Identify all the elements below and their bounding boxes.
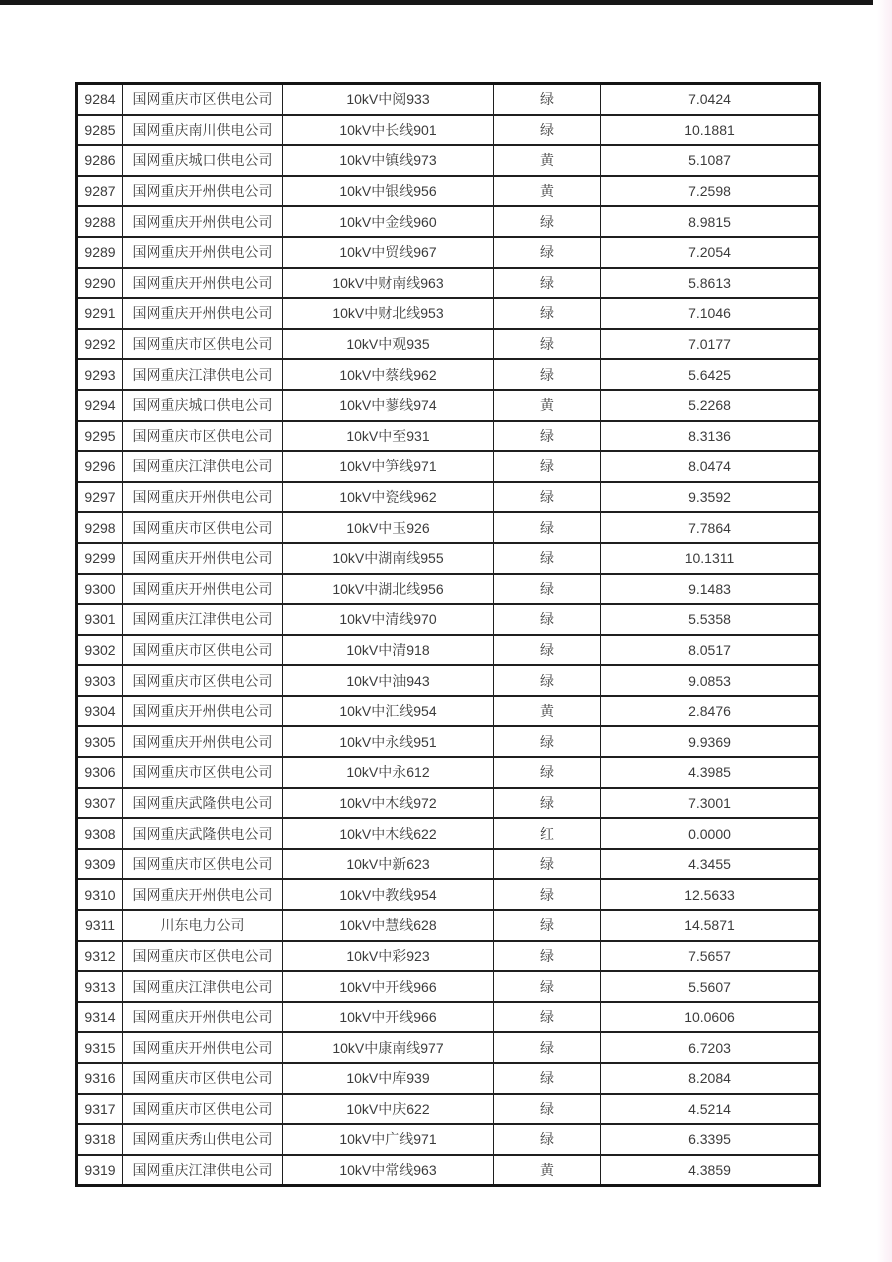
cell-company-name: 国网重庆市区供电公司 <box>123 635 283 666</box>
table-row <box>77 1063 820 1094</box>
cell-row-number: 9312 <box>77 941 123 972</box>
table-row <box>77 849 820 880</box>
cell-row-number: 9311 <box>77 910 123 941</box>
cell-row-number: 9294 <box>77 390 123 421</box>
cell-row-number: 9301 <box>77 604 123 635</box>
cell-metric-value: 9.9369 <box>601 726 820 757</box>
cell-row-number: 9285 <box>77 115 123 146</box>
cell-company-name: 国网重庆南川供电公司 <box>123 115 283 146</box>
cell-row-number: 9306 <box>77 757 123 788</box>
cell-company-name: 国网重庆秀山供电公司 <box>123 1124 283 1155</box>
cell-metric-value: 7.0424 <box>601 84 820 115</box>
cell-metric-value: 2.8476 <box>601 696 820 727</box>
cell-line-name: 10kV中阅933 <box>283 84 494 115</box>
table-row <box>77 971 820 1002</box>
cell-status-color: 绿 <box>494 329 601 360</box>
table-row <box>77 84 820 115</box>
table-row <box>77 1124 820 1155</box>
cell-company-name: 国网重庆开州供电公司 <box>123 1032 283 1063</box>
cell-metric-value: 4.3455 <box>601 849 820 880</box>
cell-company-name: 国网重庆城口供电公司 <box>123 390 283 421</box>
cell-line-name: 10kV中银线956 <box>283 176 494 207</box>
table-row <box>77 1002 820 1033</box>
cell-status-color: 绿 <box>494 115 601 146</box>
cell-status-color: 绿 <box>494 635 601 666</box>
cell-company-name: 国网重庆开州供电公司 <box>123 482 283 513</box>
cell-line-name: 10kV中广线971 <box>283 1124 494 1155</box>
table-row <box>77 574 820 605</box>
cell-line-name: 10kV中长线901 <box>283 115 494 146</box>
cell-status-color: 绿 <box>494 574 601 605</box>
cell-line-name: 10kV中至931 <box>283 421 494 452</box>
cell-line-name: 10kV中蔡线962 <box>283 359 494 390</box>
cell-row-number: 9317 <box>77 1094 123 1125</box>
cell-status-color: 绿 <box>494 1124 601 1155</box>
table-row <box>77 329 820 360</box>
cell-row-number: 9290 <box>77 268 123 299</box>
cell-metric-value: 7.2054 <box>601 237 820 268</box>
cell-status-color: 绿 <box>494 1032 601 1063</box>
cell-company-name: 国网重庆市区供电公司 <box>123 757 283 788</box>
cell-line-name: 10kV中镇线973 <box>283 145 494 176</box>
cell-row-number: 9292 <box>77 329 123 360</box>
cell-row-number: 9291 <box>77 298 123 329</box>
cell-row-number: 9284 <box>77 84 123 115</box>
table-row <box>77 298 820 329</box>
cell-row-number: 9296 <box>77 451 123 482</box>
cell-status-color: 绿 <box>494 1094 601 1125</box>
cell-row-number: 9298 <box>77 512 123 543</box>
cell-line-name: 10kV中油943 <box>283 665 494 696</box>
cell-company-name: 国网重庆市区供电公司 <box>123 1094 283 1125</box>
cell-row-number: 9304 <box>77 696 123 727</box>
table-row <box>77 604 820 635</box>
cell-status-color: 绿 <box>494 788 601 819</box>
cell-company-name: 国网重庆市区供电公司 <box>123 941 283 972</box>
cell-line-name: 10kV中新623 <box>283 849 494 880</box>
scan-artifact-bar <box>0 0 873 5</box>
cell-line-name: 10kV中湖南线955 <box>283 543 494 574</box>
cell-status-color: 绿 <box>494 84 601 115</box>
table-row <box>77 421 820 452</box>
cell-row-number: 9310 <box>77 879 123 910</box>
cell-status-color: 绿 <box>494 910 601 941</box>
cell-metric-value: 10.1311 <box>601 543 820 574</box>
cell-metric-value: 5.5358 <box>601 604 820 635</box>
cell-status-color: 绿 <box>494 604 601 635</box>
cell-row-number: 9297 <box>77 482 123 513</box>
cell-metric-value: 8.3136 <box>601 421 820 452</box>
cell-line-name: 10kV中木线972 <box>283 788 494 819</box>
cell-status-color: 黄 <box>494 390 601 421</box>
cell-metric-value: 8.0474 <box>601 451 820 482</box>
cell-line-name: 10kV中庆622 <box>283 1094 494 1125</box>
cell-metric-value: 9.3592 <box>601 482 820 513</box>
cell-line-name: 10kV中永线951 <box>283 726 494 757</box>
cell-company-name: 国网重庆开州供电公司 <box>123 574 283 605</box>
cell-metric-value: 7.1046 <box>601 298 820 329</box>
table-row <box>77 879 820 910</box>
table-row <box>77 818 820 849</box>
cell-metric-value: 8.0517 <box>601 635 820 666</box>
cell-line-name: 10kV中观935 <box>283 329 494 360</box>
cell-company-name: 川东电力公司 <box>123 910 283 941</box>
cell-row-number: 9300 <box>77 574 123 605</box>
cell-row-number: 9303 <box>77 665 123 696</box>
table-row <box>77 512 820 543</box>
cell-line-name: 10kV中库939 <box>283 1063 494 1094</box>
cell-line-name: 10kV中慧线628 <box>283 910 494 941</box>
table-row <box>77 482 820 513</box>
table-row <box>77 696 820 727</box>
cell-metric-value: 10.0606 <box>601 1002 820 1033</box>
cell-row-number: 9314 <box>77 1002 123 1033</box>
cell-status-color: 绿 <box>494 726 601 757</box>
cell-company-name: 国网重庆江津供电公司 <box>123 971 283 1002</box>
cell-status-color: 绿 <box>494 512 601 543</box>
table-row <box>77 359 820 390</box>
cell-metric-value: 5.1087 <box>601 145 820 176</box>
cell-row-number: 9316 <box>77 1063 123 1094</box>
cell-row-number: 9319 <box>77 1155 123 1186</box>
cell-company-name: 国网重庆市区供电公司 <box>123 84 283 115</box>
cell-company-name: 国网重庆城口供电公司 <box>123 145 283 176</box>
cell-status-color: 黄 <box>494 145 601 176</box>
cell-status-color: 黄 <box>494 1155 601 1186</box>
cell-line-name: 10kV中常线963 <box>283 1155 494 1186</box>
table-row <box>77 451 820 482</box>
cell-status-color: 绿 <box>494 1063 601 1094</box>
cell-metric-value: 8.2084 <box>601 1063 820 1094</box>
table-row <box>77 1155 820 1186</box>
cell-line-name: 10kV中清线970 <box>283 604 494 635</box>
cell-company-name: 国网重庆开州供电公司 <box>123 726 283 757</box>
cell-line-name: 10kV中康南线977 <box>283 1032 494 1063</box>
cell-status-color: 绿 <box>494 665 601 696</box>
cell-row-number: 9318 <box>77 1124 123 1155</box>
cell-row-number: 9288 <box>77 206 123 237</box>
table-row <box>77 115 820 146</box>
cell-company-name: 国网重庆市区供电公司 <box>123 1063 283 1094</box>
cell-status-color: 黄 <box>494 696 601 727</box>
cell-status-color: 红 <box>494 818 601 849</box>
cell-company-name: 国网重庆武隆供电公司 <box>123 818 283 849</box>
power-line-table <box>75 82 821 1187</box>
cell-line-name: 10kV中财北线953 <box>283 298 494 329</box>
cell-row-number: 9299 <box>77 543 123 574</box>
table-row <box>77 757 820 788</box>
cell-line-name: 10kV中彩923 <box>283 941 494 972</box>
cell-metric-value: 0.0000 <box>601 818 820 849</box>
table-row <box>77 145 820 176</box>
cell-company-name: 国网重庆江津供电公司 <box>123 359 283 390</box>
table-row <box>77 665 820 696</box>
cell-metric-value: 12.5633 <box>601 879 820 910</box>
cell-line-name: 10kV中开线966 <box>283 971 494 1002</box>
cell-metric-value: 5.2268 <box>601 390 820 421</box>
cell-company-name: 国网重庆开州供电公司 <box>123 268 283 299</box>
page-edge-tint <box>877 0 892 1262</box>
cell-line-name: 10kV中金线960 <box>283 206 494 237</box>
cell-status-color: 绿 <box>494 482 601 513</box>
cell-line-name: 10kV中瓷线962 <box>283 482 494 513</box>
cell-status-color: 绿 <box>494 757 601 788</box>
cell-line-name: 10kV中清918 <box>283 635 494 666</box>
cell-row-number: 9308 <box>77 818 123 849</box>
cell-row-number: 9315 <box>77 1032 123 1063</box>
cell-company-name: 国网重庆武隆供电公司 <box>123 788 283 819</box>
cell-status-color: 绿 <box>494 359 601 390</box>
cell-status-color: 绿 <box>494 543 601 574</box>
cell-row-number: 9305 <box>77 726 123 757</box>
cell-status-color: 绿 <box>494 1002 601 1033</box>
cell-company-name: 国网重庆江津供电公司 <box>123 604 283 635</box>
cell-metric-value: 8.9815 <box>601 206 820 237</box>
cell-status-color: 黄 <box>494 176 601 207</box>
table-body <box>77 84 820 1186</box>
cell-company-name: 国网重庆开州供电公司 <box>123 696 283 727</box>
table-row <box>77 206 820 237</box>
cell-company-name: 国网重庆开州供电公司 <box>123 237 283 268</box>
cell-company-name: 国网重庆市区供电公司 <box>123 665 283 696</box>
cell-status-color: 绿 <box>494 206 601 237</box>
cell-metric-value: 7.2598 <box>601 176 820 207</box>
cell-row-number: 9287 <box>77 176 123 207</box>
cell-metric-value: 6.3395 <box>601 1124 820 1155</box>
cell-row-number: 9295 <box>77 421 123 452</box>
cell-company-name: 国网重庆江津供电公司 <box>123 1155 283 1186</box>
cell-metric-value: 7.0177 <box>601 329 820 360</box>
cell-metric-value: 4.3859 <box>601 1155 820 1186</box>
table-row <box>77 941 820 972</box>
cell-metric-value: 5.5607 <box>601 971 820 1002</box>
cell-company-name: 国网重庆开州供电公司 <box>123 206 283 237</box>
cell-status-color: 绿 <box>494 849 601 880</box>
cell-line-name: 10kV中湖北线956 <box>283 574 494 605</box>
cell-metric-value: 9.1483 <box>601 574 820 605</box>
cell-metric-value: 5.8613 <box>601 268 820 299</box>
cell-metric-value: 14.5871 <box>601 910 820 941</box>
cell-status-color: 绿 <box>494 237 601 268</box>
cell-row-number: 9302 <box>77 635 123 666</box>
table-row <box>77 788 820 819</box>
cell-row-number: 9309 <box>77 849 123 880</box>
cell-company-name: 国网重庆市区供电公司 <box>123 849 283 880</box>
cell-line-name: 10kV中开线966 <box>283 1002 494 1033</box>
table-row <box>77 176 820 207</box>
cell-status-color: 绿 <box>494 879 601 910</box>
cell-company-name: 国网重庆开州供电公司 <box>123 1002 283 1033</box>
cell-metric-value: 6.7203 <box>601 1032 820 1063</box>
cell-metric-value: 7.3001 <box>601 788 820 819</box>
cell-company-name: 国网重庆江津供电公司 <box>123 451 283 482</box>
cell-row-number: 9289 <box>77 237 123 268</box>
table-row <box>77 268 820 299</box>
cell-company-name: 国网重庆市区供电公司 <box>123 421 283 452</box>
cell-line-name: 10kV中财南线963 <box>283 268 494 299</box>
cell-company-name: 国网重庆市区供电公司 <box>123 512 283 543</box>
cell-row-number: 9313 <box>77 971 123 1002</box>
cell-company-name: 国网重庆开州供电公司 <box>123 176 283 207</box>
cell-line-name: 10kV中蓼线974 <box>283 390 494 421</box>
cell-status-color: 绿 <box>494 451 601 482</box>
cell-company-name: 国网重庆开州供电公司 <box>123 543 283 574</box>
cell-line-name: 10kV中玉926 <box>283 512 494 543</box>
cell-line-name: 10kV中教线954 <box>283 879 494 910</box>
table-row <box>77 1032 820 1063</box>
table-row <box>77 237 820 268</box>
table-row <box>77 1094 820 1125</box>
cell-metric-value: 4.5214 <box>601 1094 820 1125</box>
cell-metric-value: 5.6425 <box>601 359 820 390</box>
cell-metric-value: 7.7864 <box>601 512 820 543</box>
cell-metric-value: 10.1881 <box>601 115 820 146</box>
cell-status-color: 绿 <box>494 298 601 329</box>
cell-metric-value: 7.5657 <box>601 941 820 972</box>
cell-status-color: 绿 <box>494 268 601 299</box>
cell-metric-value: 9.0853 <box>601 665 820 696</box>
cell-row-number: 9307 <box>77 788 123 819</box>
cell-status-color: 绿 <box>494 941 601 972</box>
cell-row-number: 9286 <box>77 145 123 176</box>
cell-company-name: 国网重庆开州供电公司 <box>123 298 283 329</box>
cell-row-number: 9293 <box>77 359 123 390</box>
cell-status-color: 绿 <box>494 971 601 1002</box>
cell-line-name: 10kV中汇线954 <box>283 696 494 727</box>
table-row <box>77 726 820 757</box>
table-row <box>77 910 820 941</box>
cell-line-name: 10kV中永612 <box>283 757 494 788</box>
cell-line-name: 10kV中贸线967 <box>283 237 494 268</box>
cell-line-name: 10kV中木线622 <box>283 818 494 849</box>
table-row <box>77 390 820 421</box>
table-row <box>77 543 820 574</box>
cell-company-name: 国网重庆市区供电公司 <box>123 329 283 360</box>
cell-metric-value: 4.3985 <box>601 757 820 788</box>
table-row <box>77 635 820 666</box>
cell-line-name: 10kV中笋线971 <box>283 451 494 482</box>
cell-status-color: 绿 <box>494 421 601 452</box>
cell-company-name: 国网重庆开州供电公司 <box>123 879 283 910</box>
